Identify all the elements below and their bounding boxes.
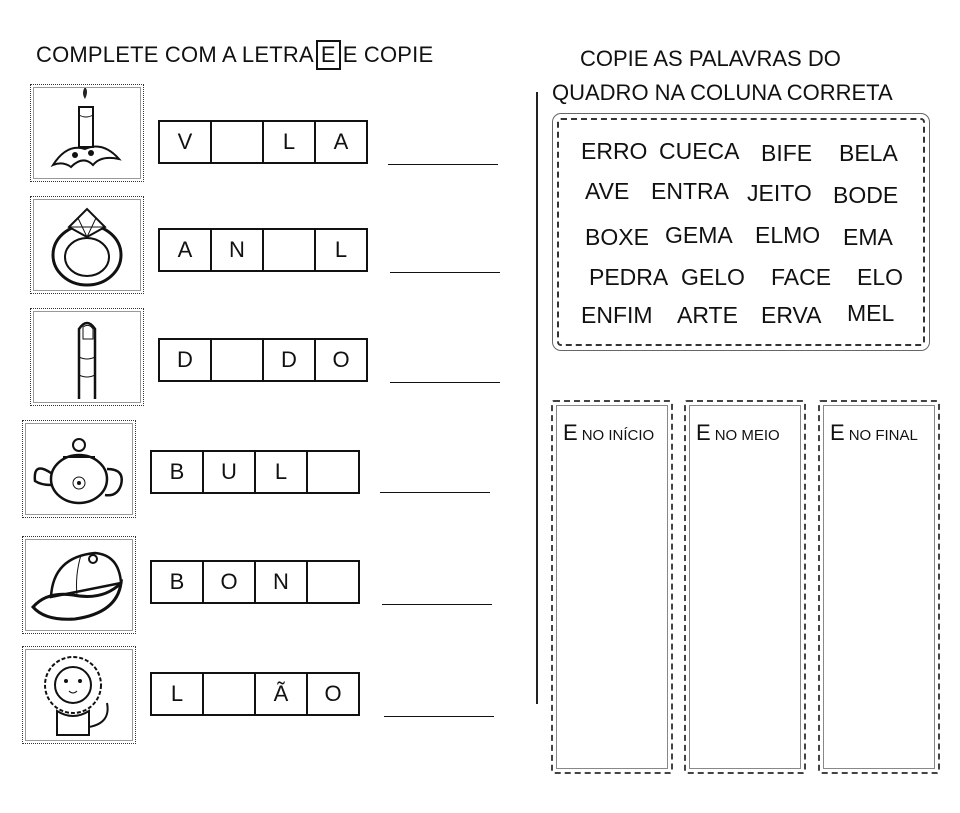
right-instruction-title-line1: COPIE AS PALAVRAS DO [580, 46, 841, 71]
word-item: BOXE [585, 224, 649, 250]
copy-answer-line[interactable] [390, 272, 500, 273]
right-instruction-title-line2: QUADRO NA COLUNA CORRETA [552, 80, 893, 105]
letter-cell[interactable]: B [150, 560, 204, 604]
word-cells-row-3 [158, 338, 368, 382]
word-item: ERRO [581, 138, 648, 164]
word-cells-row-1 [158, 120, 368, 164]
letter-cell[interactable] [306, 450, 360, 494]
title-text-after: E COPIE [342, 42, 434, 67]
word-item: EMA [843, 224, 893, 250]
column-e-no-inicio[interactable] [551, 400, 673, 774]
candle-icon [30, 84, 144, 182]
letter-cell[interactable]: L [254, 450, 308, 494]
column-header [830, 420, 918, 446]
column-e-no-meio[interactable] [684, 400, 806, 774]
letter-cell[interactable] [210, 120, 264, 164]
letter-cell[interactable]: O [314, 338, 368, 382]
letter-cell[interactable]: N [210, 228, 264, 272]
word-item: BODE [833, 182, 899, 208]
word-item: MEL [847, 300, 895, 326]
letter-cell[interactable]: D [262, 338, 316, 382]
letter-cell[interactable]: O [202, 560, 256, 604]
column-e-no-final[interactable] [818, 400, 940, 774]
letter-cell[interactable]: L [262, 120, 316, 164]
column-header [696, 420, 780, 446]
word-item: FACE [771, 264, 832, 290]
letter-cell[interactable]: B [150, 450, 204, 494]
copy-answer-line[interactable] [390, 382, 500, 383]
finger-icon [30, 308, 144, 406]
word-item: ERVA [761, 302, 822, 328]
letter-cell[interactable]: Ã [254, 672, 308, 716]
title-text-before: COMPLETE COM A LETRA [36, 42, 314, 67]
page-divider [536, 92, 538, 704]
column-label: NO MEIO [714, 427, 780, 444]
letter-cell[interactable]: U [202, 450, 256, 494]
letter-cell[interactable]: A [314, 120, 368, 164]
letter-cell[interactable]: O [306, 672, 360, 716]
word-item: ELO [857, 264, 904, 290]
word-item: ARTE [677, 302, 738, 328]
ring-icon [30, 196, 144, 294]
word-item: ENFIM [581, 302, 653, 328]
letter-cell[interactable]: A [158, 228, 212, 272]
copy-answer-line[interactable] [384, 716, 494, 717]
letter-cell[interactable] [262, 228, 316, 272]
word-item: CUECA [659, 138, 740, 164]
word-cells-row-4 [150, 450, 360, 494]
column-letter: E [696, 420, 711, 445]
copy-answer-line[interactable] [380, 492, 490, 493]
letter-cell[interactable] [202, 672, 256, 716]
column-letter: E [830, 420, 845, 445]
column-label: NO FINAL [848, 427, 918, 444]
column-letter: E [563, 420, 578, 445]
teapot-icon [22, 420, 136, 518]
column-label: NO INÍCIO [581, 427, 655, 444]
lion-icon [22, 646, 136, 744]
word-cells-row-6 [150, 672, 360, 716]
word-item: ENTRA [651, 178, 729, 204]
word-item: AVE [585, 178, 630, 204]
word-item: JEITO [747, 180, 812, 206]
copy-answer-line[interactable] [388, 164, 498, 165]
title-boxed-letter: E [316, 40, 341, 70]
word-item: PEDRA [589, 264, 669, 290]
cap-icon [22, 536, 136, 634]
column-header [563, 420, 654, 446]
letter-cell[interactable]: N [254, 560, 308, 604]
letter-cell[interactable] [306, 560, 360, 604]
word-item: BELA [839, 140, 898, 166]
word-item: GEMA [665, 222, 733, 248]
word-item: BIFE [761, 140, 813, 166]
letter-cell[interactable] [210, 338, 264, 382]
copy-answer-line[interactable] [382, 604, 492, 605]
word-bank-box [557, 118, 925, 346]
word-cells-row-2 [158, 228, 368, 272]
left-instruction-title [36, 40, 433, 70]
letter-cell[interactable]: V [158, 120, 212, 164]
word-cells-row-5 [150, 560, 360, 604]
letter-cell[interactable]: D [158, 338, 212, 382]
word-item: ELMO [755, 222, 821, 248]
letter-cell[interactable]: L [150, 672, 204, 716]
word-item: GELO [681, 264, 745, 290]
letter-cell[interactable]: L [314, 228, 368, 272]
